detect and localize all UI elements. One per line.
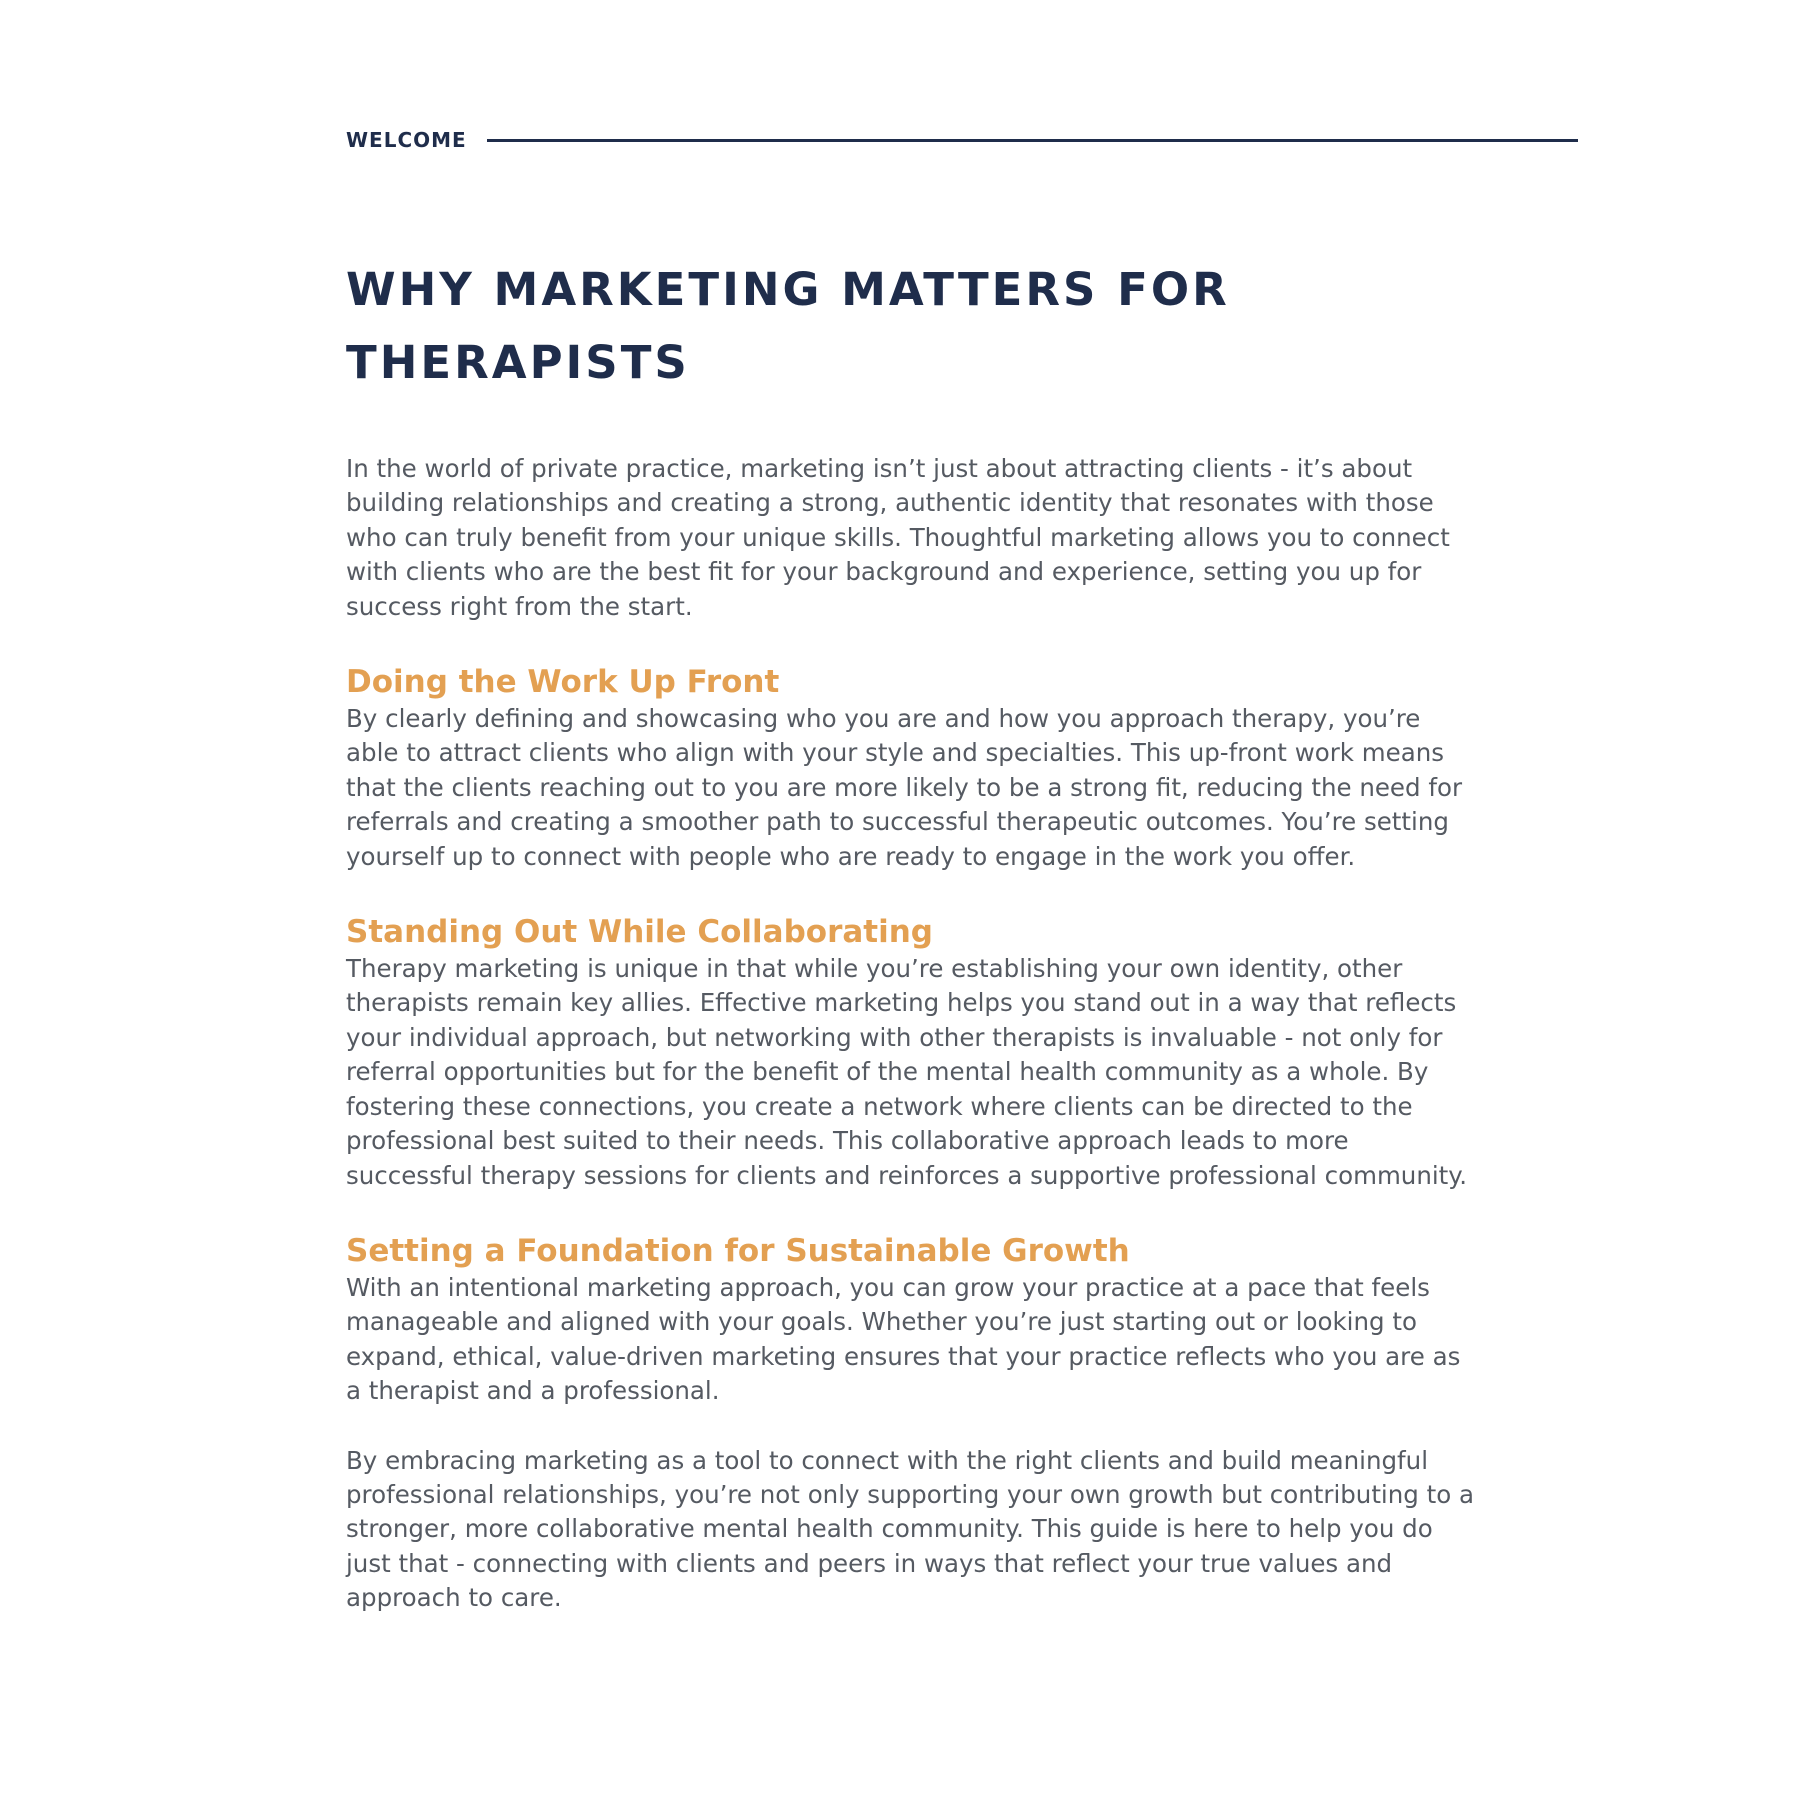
- section-heading-standing-out: Standing Out While Collaborating: [346, 914, 933, 951]
- intro-paragraph: In the world of private practice, marketing isn’t just about attracting clients - it’s about building relationships and creating a strong, authentic identity that resonates with those who can truly benefit from your unique skills. Thoughtful marketing allows you to connect with clients who are the best fit for your background and experience, setting you up for success right from the start.: [346, 454, 1450, 621]
- eyebrow-divider: [487, 139, 1578, 142]
- section-eyebrow: [346, 124, 1578, 156]
- closing-paragraph: By embracing marketing as a tool to connect with the right clients and build meaningful professional relationships, you’re not only supporting your own growth but contributing to a stronger, more collaborative mental health community. This guide is here to help you do just that - connecting with clients and peers in ways that reflect your true values and approach to care.: [346, 1445, 1475, 1613]
- page-title-line-1: WHY MARKETING MATTERS FOR: [346, 263, 1230, 316]
- section-body-work-up-front: By clearly defining and showcasing who you are and how you approach therapy, you’re able to attract clients who align with your style and specialties. This up-front work means that the clients reaching out to you are more likely to be a strong fit, reducing the need for referrals and creating a smoother path to successful therapeutic outcomes. You’re setting yourself up to connect with people who are ready to engage in the work you offer.: [346, 704, 1463, 871]
- page-title: [346, 253, 1578, 399]
- section-heading-sustainable-growth: Setting a Foundation for Sustainable Growth: [346, 1232, 1130, 1269]
- page-title-line-2: THERAPISTS: [346, 336, 690, 389]
- page-content: [346, 124, 1578, 1616]
- section-heading-work-up-front: Doing the Work Up Front: [346, 664, 780, 701]
- section-body-sustainable-growth: With an intentional marketing approach, you can grow your practice at a pace that feels manageable and aligned with your goals. Whether you’re just starting out or looking to expand, ethical, value-driven marketing ensures that your practice reflects who you are as a therapist and a professional.: [346, 1272, 1461, 1406]
- section-body-standing-out: Therapy marketing is unique in that while you’re establishing your own identity, other therapists remain key allies. Effective marketing helps you stand out in a way that reflects your individual approach, but networking with other therapists is invaluable - not only for referral opportunities but for the benefit of the mental health community as a whole. By fostering these connections, you create a network where clients can be directed to the professional best suited to their needs. This collaborative approach leads to more successful therapy sessions for clients and reinforces a supportive professional community.: [346, 954, 1468, 1190]
- eyebrow-label: WELCOME: [346, 128, 467, 152]
